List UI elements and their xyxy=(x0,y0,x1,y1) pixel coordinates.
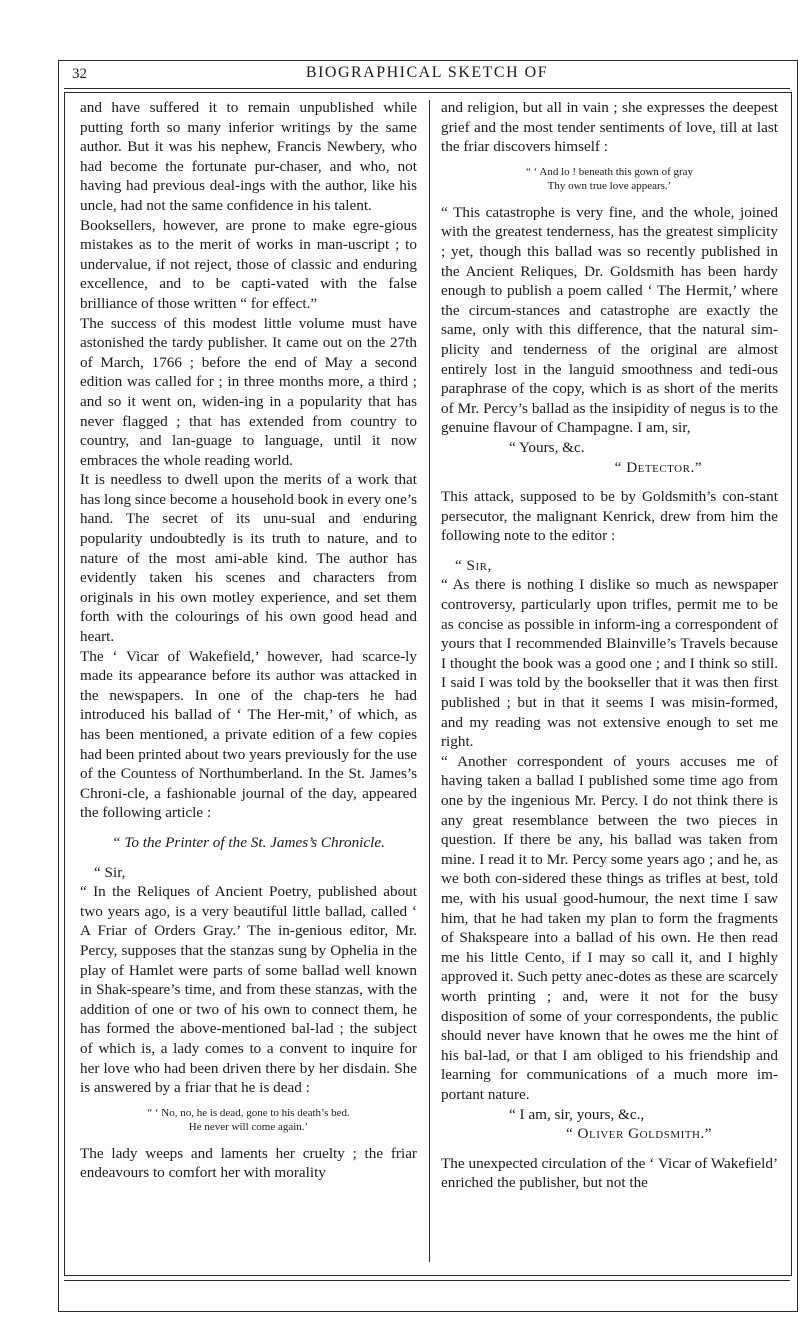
left-column xyxy=(80,98,417,1183)
paragraph: Booksellers, however, are prone to make egre-gious mistakes as to the merit of works in man-uscript ; to undervalue, if not reject, those of classic and enduring excellence, and to be capti-vated with the false brilliance of those written “ for effect.” xyxy=(80,216,417,312)
verse-line: Thy own true love appears.’ xyxy=(547,179,672,192)
paragraph: “ As there is nothing I dislike so much as newspaper controversy, particularly upon trifles, permit me to be as concise as possible in inform-ing a correspondent of yours that I recommended Blainville’s Travels because I thought the book was a good one ; and I think so still. I said I was told by the bookseller that it was then first published ; but in that it seems I was misin-formed, and my reading was not extensive enough to set me right. xyxy=(441,576,778,751)
paragraph: and religion, but all in vain ; she expresses the deepest grief and the most tender sentiments of love, till at last the friar discovers himself : xyxy=(441,99,778,156)
header-rule xyxy=(64,88,790,89)
paragraph: and have suffered it to remain unpublished while putting forth so many inferior writings by the same author. But it was his nephew, Francis Newbery, who had become the fortunate pur-chaser, and who, not having had previous deal-ings with the author, like his uncle, had not the same confidence in his talent. xyxy=(80,99,417,214)
verse-quote xyxy=(80,1106,417,1134)
running-head: BIOGRAPHICAL SKETCH OF xyxy=(305,64,549,81)
salutation: “ Sir, xyxy=(455,556,492,574)
paragraph: “ This catastrophe is very fine, and the whole, joined with the greatest tenderness, has the greatest simplicity ; yet, though this ballad was so recently published in the Ancient Reliques, Dr. Goldsmith has been hardy enough to publish a poem called ‘ The Hermit,’ where the circum-stances and catastrophe are exactly the same, only with this difference, that the natural sim-plicity and tenderness of the original are almost entirely lost in the languid smoothness and tedi-ous paraphrase of the copy, which is as short of the merits of Mr. Percy’s ballad as the insipidity of negus is to the genuine flavour of Champagne. I am, sir, xyxy=(441,203,778,437)
signature-line: “ Yours, &c. xyxy=(509,438,585,456)
verse-quote xyxy=(441,165,778,193)
letter-heading: “ To the Printer of the St. James’s Chronicle. xyxy=(112,833,385,851)
paragraph: The success of this modest little volume must have astonished the tardy publisher. It came out on the 27th of March, 1766 ; before the end of May a second edition was called for ; in three months more, a third ; and so it went on, widen-ing in a popularity that has never flagged ; that has extended from country to country, and lan-guage to language, until it now embraces the whole reading world. xyxy=(80,314,417,469)
verse-line: “ ‘ And lo ! beneath this gown of gray xyxy=(525,165,694,178)
column-divider xyxy=(429,100,430,1262)
right-column xyxy=(441,98,778,1193)
paragraph: The lady weeps and laments her cruelty ; the friar endeavours to comfort her with morality xyxy=(80,1144,417,1182)
bottom-rule xyxy=(64,1280,790,1281)
paragraph: The unexpected circulation of the ‘ Vicar of Wakefield’ enriched the publisher, but not the xyxy=(441,1154,778,1192)
paragraph: This attack, supposed to be by Goldsmith’s con-stant persecutor, the malignant Kenrick, drew from him the following note to the editor : xyxy=(441,488,778,545)
signature-line: “ I am, sir, yours, &c., xyxy=(509,1105,645,1123)
paragraph: The ‘ Vicar of Wakefield,’ however, had scarce-ly made its appearance before its author was attacked in the newspapers. In one of the chap-ters he had introduced his ballad of ‘ The Her-mit,’ of which, as has been mentioned, a private edition of a few copies had been printed about two years previously for the use of the Countess of Northumberland. In the St. James’s Chroni-cle, a fashionable journal of the day, appeared the following article : xyxy=(80,647,417,822)
signature-name: “ Detector.” xyxy=(614,458,702,476)
verse-line: He never will come again.’ xyxy=(188,1120,309,1133)
salutation: “ Sir, xyxy=(94,863,126,881)
paragraph: “ In the Reliques of Ancient Poetry, published about two years ago, is a very beautiful little ballad, called ‘ A Friar of Orders Gray.’ The in-genious editor, Mr. Percy, supposes that the stanzas sung by Ophelia in the play of Hamlet were parts of some ballad well known in Shak-speare’s time, and from these stanzas, with the addition of one or two of his own to connect them, he has formed the above-mentioned bal-lad ; the subject of which is, a lady comes to a convent to inquire for her love who had been driven there by her disdain. She is answered by a friar that he is dead : xyxy=(80,883,417,1097)
paragraph: It is needless to dwell upon the merits of a work that has long since become a household book in every one’s hand. The secret of its unu-sual and enduring popularity undoubtedly is its truth to nature, and to nature of the most ami-able kind. The author has evidently taken his scenes and characters from originals in his own motley experience, and set them forth with the colourings of his own good head and heart. xyxy=(80,471,417,646)
page-number: 32 xyxy=(72,66,87,82)
paragraph: “ Another correspondent of yours accuses me of having taken a ballad I published some time ago from one by the ingenious Mr. Percy. I do not think there is any great resemblance between the two pieces in question. If there be any, his ballad was taken from mine. I read it to Mr. Percy some years ago ; and he, as we both con-sidered these things as trifles at best, told me, with his usual good-humour, the next time I saw him, that he had taken my plan to form the fragments of Shakspeare into a ballad of his own. He then read me his little Cento, if I may so call it, and I highly approved it. Such petty anec-dotes as these are scarcely worth printing ; and, were it not for the busy disposition of some of your correspondents, the public should never have known that he owes me the hint of his bal-lad, or that I am obliged to his friendship and learning for communications of a much more im-portant nature. xyxy=(441,752,778,1103)
verse-line: “ ‘ No, no, he is dead, gone to his death’s bed. xyxy=(147,1106,350,1119)
signature-name: “ Oliver Goldsmith.” xyxy=(565,1125,712,1143)
